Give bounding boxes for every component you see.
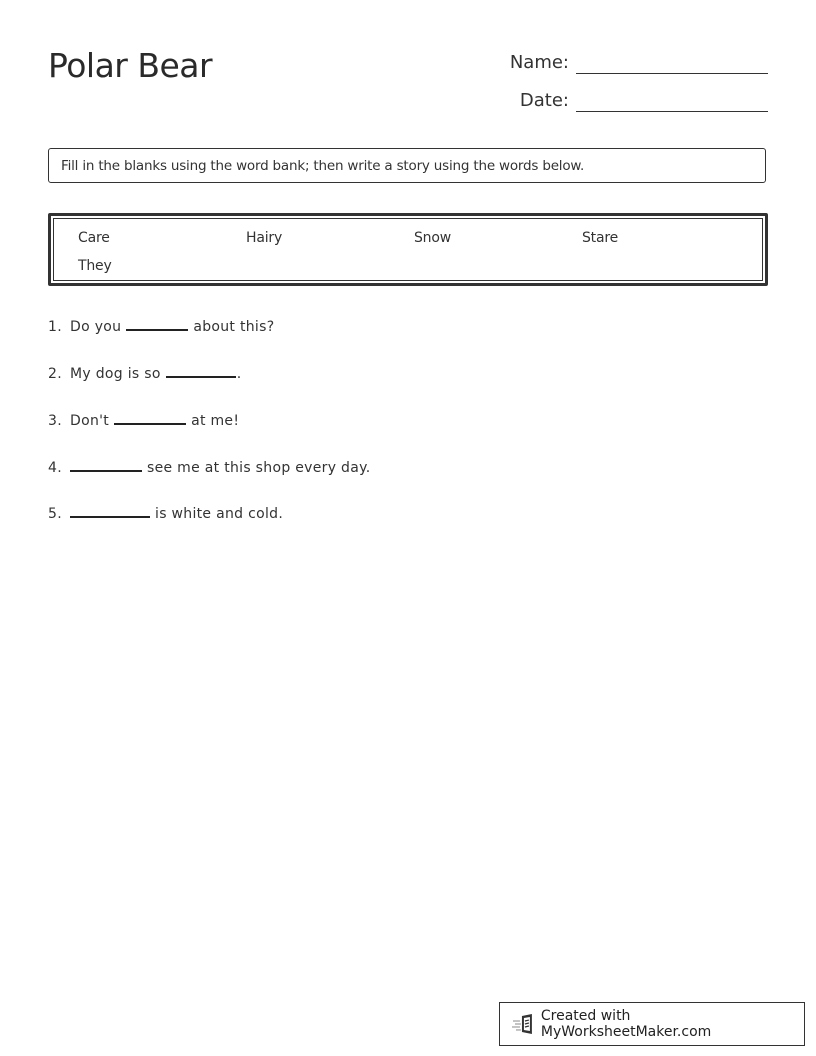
word-bank-item: Hairy	[246, 230, 283, 246]
question-text-after: is white and cold.	[155, 506, 284, 522]
question-number: 2.	[48, 366, 62, 382]
question-number: 5.	[48, 506, 62, 522]
date-field	[520, 90, 768, 112]
question-text-after: about this?	[193, 319, 275, 335]
question-text-before: Don't	[70, 413, 110, 429]
question-text-after: see me at this shop every day.	[147, 460, 371, 476]
question-number: 3.	[48, 413, 62, 429]
word-bank-item: Care	[78, 230, 110, 246]
page-title: Polar Bear	[48, 46, 213, 85]
footer-credit[interactable]	[499, 1002, 805, 1046]
question-text-after: at me!	[191, 413, 240, 429]
question-2	[48, 362, 241, 382]
question-text-before: Do you	[70, 319, 122, 335]
answer-blank[interactable]	[70, 456, 142, 472]
word-bank-item: Snow	[414, 230, 451, 246]
footer-text: Created with MyWorksheetMaker.com	[540, 1008, 712, 1040]
question-text-before: My dog is so	[70, 366, 161, 382]
answer-blank[interactable]	[126, 315, 188, 331]
question-5	[48, 502, 283, 522]
question-number: 4.	[48, 460, 62, 476]
word-bank-item: Stare	[582, 230, 619, 246]
worksheet-maker-logo-icon	[512, 1013, 536, 1035]
question-text-after: .	[236, 366, 242, 382]
name-label: Name:	[509, 52, 569, 73]
question-4	[48, 456, 370, 476]
word-bank-inner	[53, 218, 763, 281]
name-line	[576, 53, 768, 74]
word-bank	[48, 213, 768, 286]
instructions-box: Fill in the blanks using the word bank; then write a story using the words below.	[48, 148, 766, 183]
date-line	[576, 91, 768, 112]
answer-blank[interactable]	[70, 502, 150, 518]
answer-blank[interactable]	[166, 362, 236, 378]
question-3	[48, 409, 239, 429]
answer-blank[interactable]	[114, 409, 186, 425]
question-number: 1.	[48, 319, 62, 335]
word-bank-item: They	[78, 258, 112, 274]
date-label: Date:	[519, 90, 569, 111]
name-field	[510, 52, 768, 74]
question-1	[48, 315, 274, 335]
